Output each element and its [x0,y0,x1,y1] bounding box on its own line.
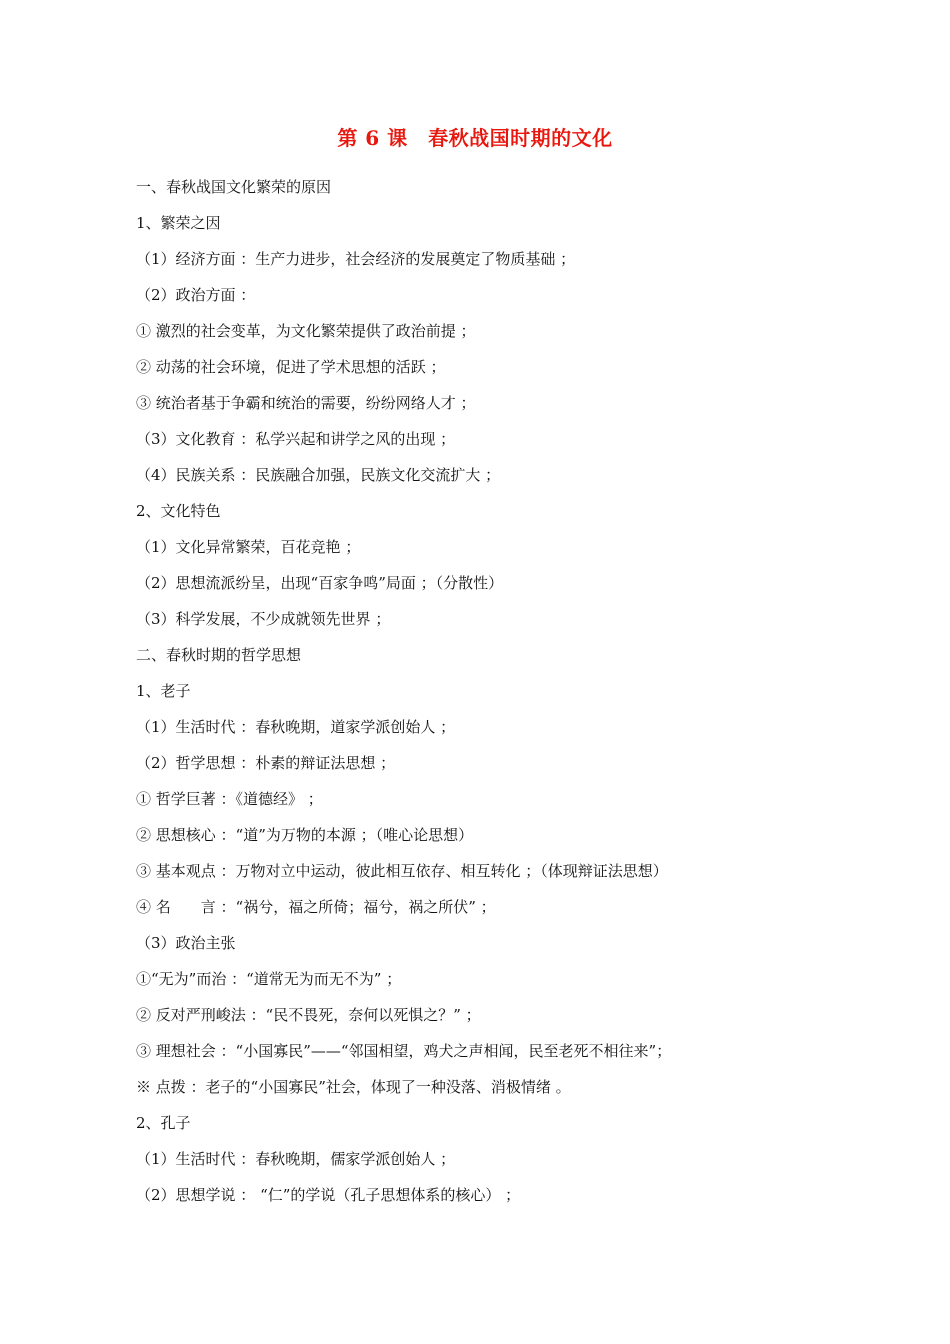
body-line: ③ 基本观点 ：万物对立中运动，彼此相互依存、相互转化 ；（体现辩证法思想） [136,862,668,880]
body-line: （4）民族关系 ：民族融合加强，民族文化交流扩大 ； [136,466,501,484]
body-line: ①“无为”而治 ：“道常无为而无不为” ； [136,970,402,988]
body-line: ④ 名 言 ：“祸兮，福之所倚；福兮，祸之所伏” ； [136,898,496,916]
section-heading-2: 二、春秋时期的哲学思想 [136,646,302,664]
body-line: （2）思想流派纷呈，出现“百家争鸣”局面 ；（分散性） [136,574,504,592]
lesson-title: 第 6 课 春秋战国时期的文化 [337,126,613,150]
section-heading-1: 一、春秋战国文化繁荣的原因 [136,178,332,196]
body-line: （2）思想学说 ： “仁”的学说（孔子思想体系的核心） ； [136,1186,521,1204]
body-line: （2）政治方面 ： [136,286,256,304]
body-line: ③ 统治者基于争霸和统治的需要，纷纷网络人才 ； [136,394,476,412]
subheading-prosperity-causes: 1、繁荣之因 [136,214,221,232]
body-line: （1）文化异常繁荣，百花竞艳 ； [136,538,361,556]
body-line: ② 反对严刑峻法 ：“民不畏死，奈何以死惧之？” ； [136,1006,481,1024]
body-line: ③ 理想社会 ：“小国寡民”——“邻国相望，鸡犬之声相闻，民至老死不相往来”； [136,1042,672,1060]
subheading-confucius: 2、孔子 [136,1114,191,1132]
body-line: （3）科学发展，不少成就领先世界 ； [136,610,391,628]
body-line: ① 激烈的社会变革，为文化繁荣提供了政治前提 ； [136,322,476,340]
subheading-laozi: 1、老子 [136,682,191,700]
body-line: （3）政治主张 [136,934,236,952]
body-line: ① 哲学巨著 ：《道德经》 ； [136,790,323,808]
subheading-cultural-features: 2、文化特色 [136,502,221,520]
body-line: ② 思想核心 ：“道”为万物的本源 ；（唯心论思想） [136,826,474,844]
body-line: （3）文化教育 ：私学兴起和讲学之风的出现 ； [136,430,456,448]
body-line: （1）经济方面 ：生产力进步，社会经济的发展奠定了物质基础 ； [136,250,576,268]
lesson-body [136,174,836,1218]
body-line: （1）生活时代 ：春秋晚期，道家学派创始人 ； [136,718,456,736]
body-line: （2）哲学思想 ：朴素的辩证法思想 ； [136,754,396,772]
note-line: ※ 点拨 ：老子的“小国寡民”社会，体现了一种没落、消极情绪 。 [136,1078,571,1096]
body-line: ② 动荡的社会环境，促进了学术思想的活跃 ； [136,358,446,376]
body-line: （1）生活时代 ：春秋晚期，儒家学派创始人 ； [136,1150,456,1168]
